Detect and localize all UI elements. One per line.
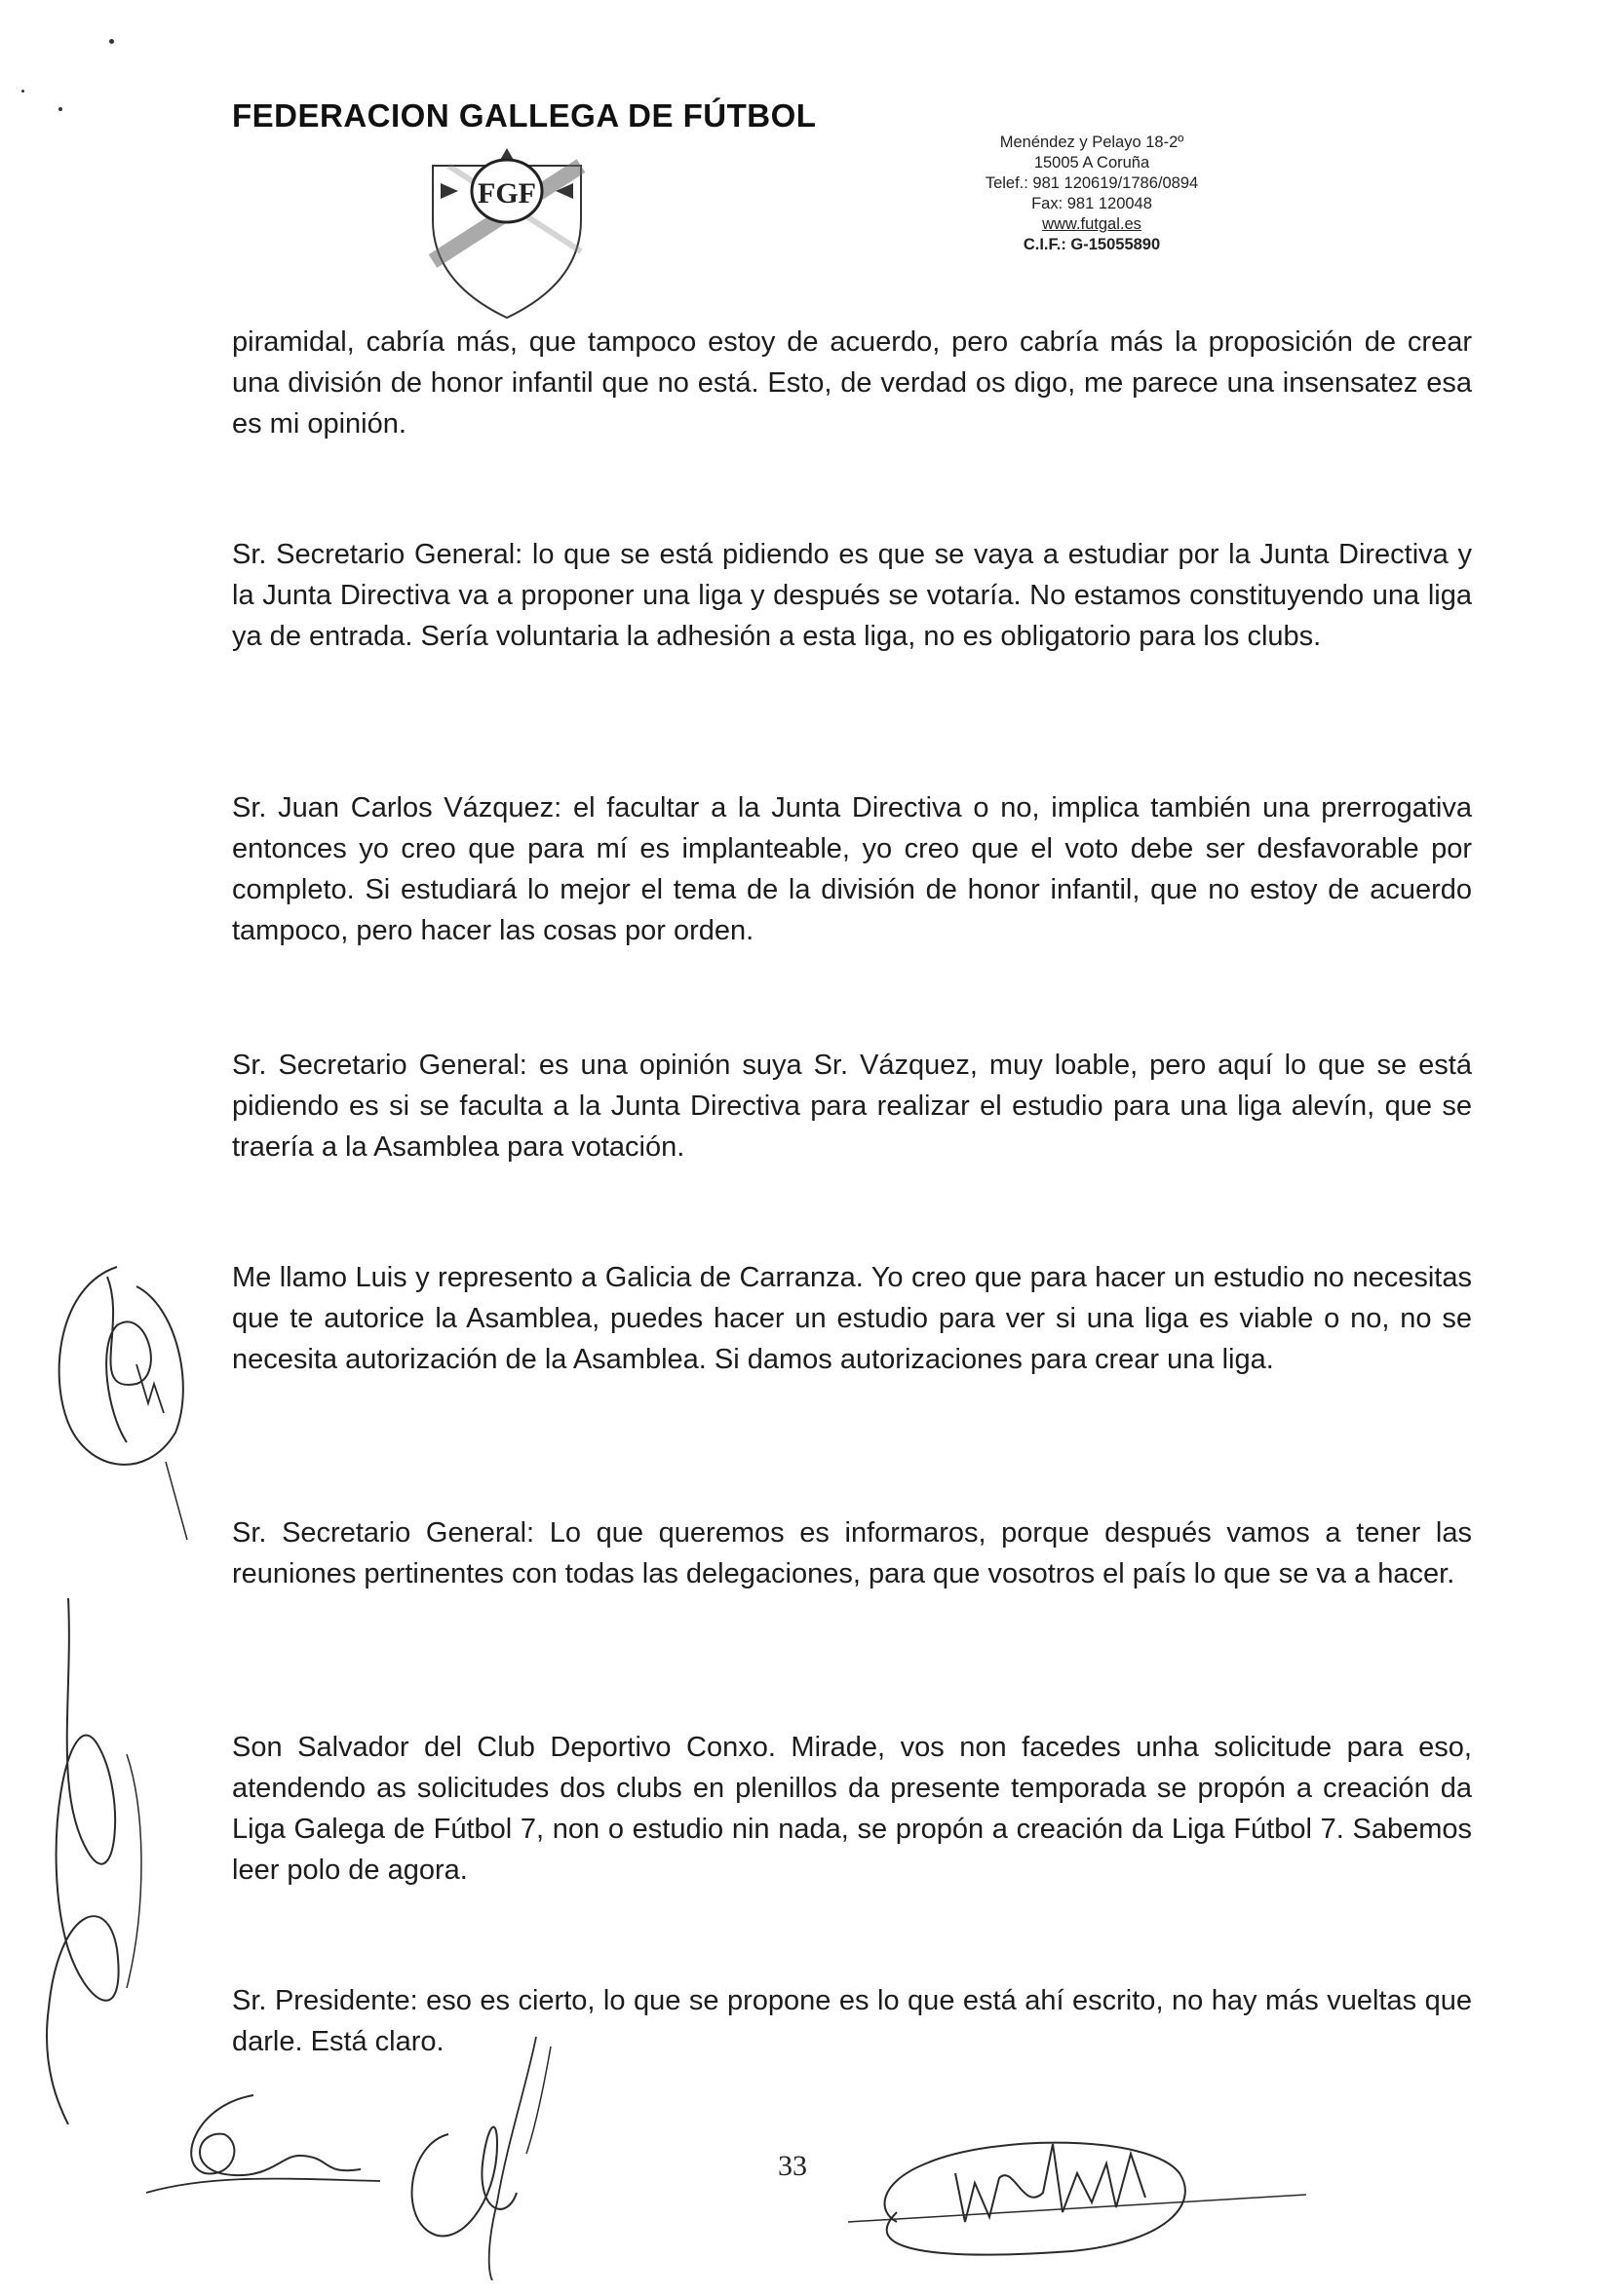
address-website-link[interactable]: www.futgal.es bbox=[1042, 215, 1141, 233]
minutes-paragraph: Sr. Secretario General: Lo que queremos es informaros, porque después vamos a tener las reuniones pertinentes con todas las delegaciones, para que vosotros el país lo que se va a hacer. bbox=[232, 1517, 1472, 1589]
minutes-paragraph: Sr. Presidente: eso es cierto, lo que se propone es lo que está ahí escrito, no hay más vueltas que darle. Está claro. bbox=[232, 1985, 1472, 2057]
page-number: 33 bbox=[778, 2150, 807, 2182]
address-telephone: Telef.: 981 120619/1786/0894 bbox=[985, 174, 1199, 192]
signature-bottom-center bbox=[390, 2027, 585, 2280]
minutes-paragraph: Me llamo Luis y represento a Galicia de Carranza. Yo creo que para hacer un estudio no necesitas que te autorice la Asamblea, puedes hacer un estudio para ver si una liga es viable o no, no se necesita autorización de la Asamblea. Si damos autorizaciones para crear una liga. bbox=[232, 1262, 1472, 1375]
signature-bottom-right bbox=[819, 2105, 1326, 2261]
margin-signature-long bbox=[29, 1598, 175, 2124]
scan-dust-speck bbox=[21, 90, 24, 93]
address-street: Menéndez y Pelayo 18-2º bbox=[999, 134, 1184, 151]
address-city: 15005 A Coruña bbox=[1033, 154, 1150, 172]
scan-dust-speck bbox=[58, 107, 62, 111]
scan-dust-speck bbox=[109, 39, 114, 44]
signature-bottom-left bbox=[136, 2086, 390, 2202]
address-cif: C.I.F.: G-15055890 bbox=[1023, 236, 1161, 253]
federation-crest-logo bbox=[429, 146, 585, 322]
federation-address bbox=[877, 133, 1306, 255]
address-fax: Fax: 981 120048 bbox=[1031, 195, 1152, 212]
minutes-paragraph: Sr. Secretario General: lo que se está pidiendo es que se vaya a estudiar por la Junta Directiva y la Junta Directiva va a proponer una liga y después se votaría. No estamos constituyendo una liga ya de entrada. Sería voluntaria la adhesión a esta liga, no es obligatorio para los clubs. bbox=[232, 539, 1472, 652]
minutes-paragraph: Son Salvador del Club Deportivo Conxo. Mirade, vos non facedes unha solicitude para eso, atendendo as solicitudes dos clubs en plenillos da presente temporada se propón a creación da Liga Galega de Fútbol 7, non o estudio nin nada, se propón a creación da Liga Fútbol 7. Sabemos leer polo de agora. bbox=[232, 1732, 1472, 1886]
crest-monogram: FGF bbox=[478, 177, 536, 210]
minutes-paragraph: piramidal, cabría más, que tampoco estoy de acuerdo, pero cabría más la proposición de crear una división de honor infantil que no está. Esto, de verdad os digo, me parece una insensatez esa es mi opinión. bbox=[232, 326, 1472, 440]
minutes-paragraph: Sr. Juan Carlos Vázquez: el facultar a la Junta Directiva o no, implica también una prerrogativa entonces yo creo que para mí es implanteable, yo creo que el voto debe ser desfavorable por completo. Si estudiará lo mejor el tema de la división de honor infantil, que no estoy de acuerdo tampoco, pero hacer las cosas por orden. bbox=[232, 792, 1472, 946]
margin-signature-circle bbox=[39, 1247, 195, 1550]
minutes-paragraph: Sr. Secretario General: es una opinión suya Sr. Vázquez, muy loable, pero aquí lo que se está pidiendo es si se faculta a la Junta Directiva para realizar el estudio para una liga alevín, que se traería a la Asamblea para votación. bbox=[232, 1050, 1472, 1163]
organization-name: FEDERACION GALLEGA DE FÚTBOL bbox=[232, 97, 817, 134]
